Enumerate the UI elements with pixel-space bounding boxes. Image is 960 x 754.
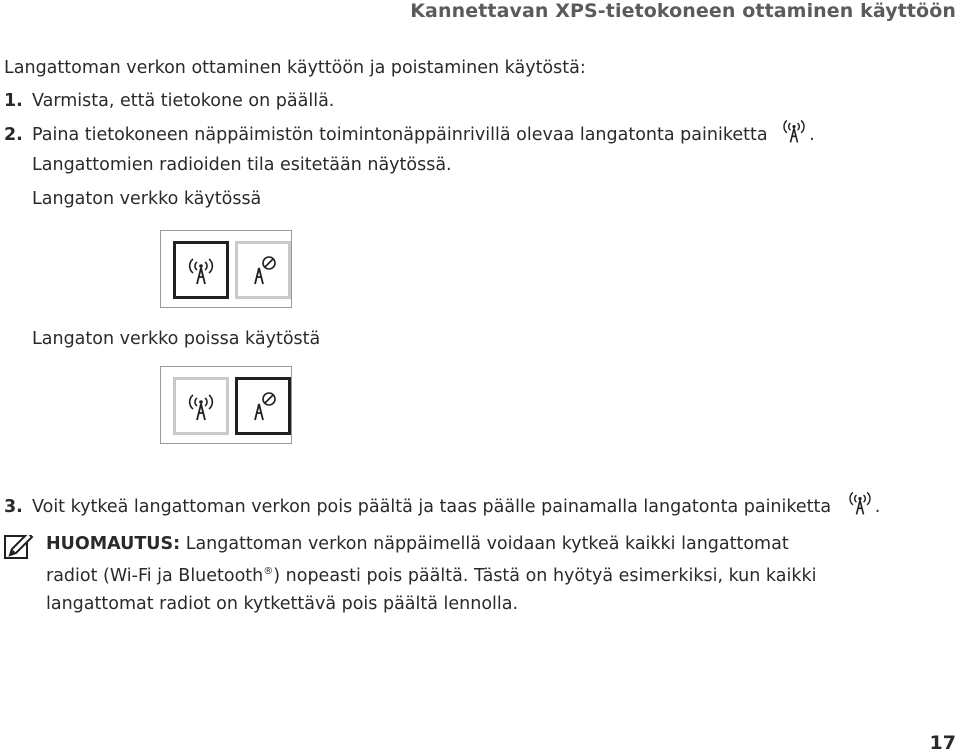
wireless-off-panel — [160, 366, 292, 444]
step-text: Varmista, että tietokone on päällä. — [32, 91, 335, 111]
state-off-label: Langaton verkko poissa käytöstä — [32, 329, 321, 349]
note-line1: Langattoman verkon näppäimellä voidaan kytkeä kaikki langattomat — [180, 534, 789, 554]
note-line3: langattomat radiot on kytkettävä pois päältä lennolla. — [46, 593, 519, 614]
wireless-disabled-icon — [238, 244, 288, 296]
step-number: 2. — [4, 125, 23, 145]
step-2 — [4, 124, 815, 146]
note-label: HUOMAUTUS: — [46, 534, 181, 554]
wireless-antenna-icon — [779, 116, 809, 146]
note-block — [46, 530, 946, 618]
page-header: Kannettavan XPS-tietokoneen ottaminen käyttöön — [410, 0, 956, 22]
intro-text: Langattoman verkon ottaminen käyttöön ja poistaminen käytöstä: — [4, 58, 586, 78]
wireless-on-panel — [160, 230, 292, 308]
step-suffix: . — [874, 497, 881, 517]
step-2-continuation: Langattomien radioiden tila esitetään näytössä. — [32, 155, 452, 175]
page-number: 17 — [929, 732, 956, 754]
note-line2a: radiot (Wi-Fi ja Bluetooth — [46, 565, 264, 586]
wireless-tile-inactive — [235, 241, 291, 299]
wireless-antenna-icon — [176, 380, 226, 432]
step-3 — [4, 496, 880, 518]
note-line2b: ) nopeasti pois päältä. Tästä on hyötyä esimerkiksi, kun kaikki — [273, 565, 817, 586]
wireless-disabled-icon — [238, 380, 288, 432]
wireless-tile-inactive — [173, 377, 229, 435]
step-suffix: . — [809, 125, 815, 145]
step-number: 1. — [4, 91, 23, 111]
wireless-tile-active — [173, 241, 229, 299]
wireless-antenna-icon — [845, 488, 875, 518]
note-pencil-icon — [4, 535, 34, 561]
registered-mark: ® — [263, 566, 274, 577]
step-text: Voit kytkeä langattoman verkon pois päältä ja taas päälle painamalla langatonta painiketta — [32, 497, 832, 517]
state-on-label: Langaton verkko käytössä — [32, 189, 262, 209]
step-number: 3. — [4, 497, 23, 517]
step-1 — [4, 91, 334, 111]
step-text: Paina tietokoneen näppäimistön toimintonäppäinrivillä olevaa langatonta painiketta — [32, 125, 768, 145]
wireless-tile-active — [235, 377, 291, 435]
wireless-antenna-icon — [176, 244, 226, 296]
